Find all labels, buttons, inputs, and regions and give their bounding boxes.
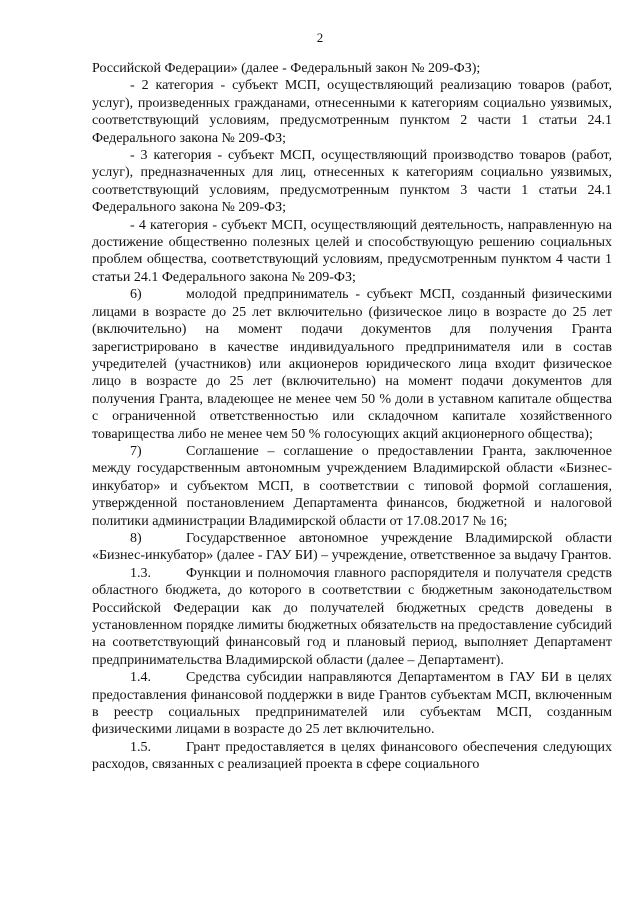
paragraph-text: Государственное автономное учреждение Владимирской области «Бизнес-инкубатор» (далее - ГАУ БИ) – учреждение, ответственное за выдачу Грантов. [92,530,612,564]
paragraph-federal-law-ref [92,60,612,77]
paragraph-item-6 [92,286,612,443]
paragraph-text: молодой предприниматель - субъект МСП, созданный физическими лицами в возрасте до 25 лет включительно (физическое лицо в возрасте до 25 лет (включительно) на момент подачи документов для получения Гранта зарегистрировано в качестве индивидуального предпринимателя или в состав учредителей (участников) или акционеров юридического лица входит физическое лицо в возрасте до 25 лет (включительно) на момент подачи документов для получения Гранта, владеющее не менее чем 50 % доли в уставном капитале общества с ограниченной ответственностью или складочном капитале хозяйственного товарищества либо не менее чем 50 % голосующих акций акционерного общества); [92,287,612,442]
paragraph-text: Функции и полномочия главного распорядителя и получателя средств областного бюджета, до которого в соответствии с бюджетным законодательством Российской Федерации как до получателей бюджетных средств доведены в установленном порядке лимиты бюджетных обязательств на предоставление субсидий на соответствующий финансовый год и плановый период, выполняет Департамент предпринимательства Владимирской области (далее – Департамент). [92,565,612,668]
paragraph-text: Средства субсидии направляются Департаментом в ГАУ БИ в целях предоставления финансовой поддержки в виде Грантов субъектам МСП, включенным в реестр социальных предпринимателей или субъектам МСП, созданным физическими лицами в возрасте до 25 лет включительно. [92,670,612,738]
item-number: 6) [130,287,142,303]
paragraph-text: Грант предоставляется в целях финансового обеспечения следующих расходов, связанных с реализацией проекта в сфере социального [92,739,612,773]
paragraph-category-4 [92,217,612,287]
page-number: 2 [316,30,324,45]
paragraph-text: - 4 категория - субъект МСП, осуществляющий деятельность, направленную на достижение общественно полезных целей и способствующую решению социальных проблем общества, соответствующий условиям, предусмотренным пунктом 4 части 1 статьи 24.1 Федерального закона № 209-ФЗ; [92,217,612,285]
paragraph-section-1-5 [92,739,612,774]
paragraph-text: - 2 категория - субъект МСП, осуществляющий реализацию товаров (работ, услуг), произведенных гражданами, отнесенными к категориям социально уязвимых, соответствующий условиям, предусмотренным пунктом 2 части 1 статьи 24.1 Федерального закона № 209-ФЗ; [92,78,612,146]
section-number: 1.4. [130,670,151,686]
paragraph-category-3 [92,147,612,217]
section-number: 1.5. [130,739,151,755]
document-body [92,60,612,774]
paragraph-item-7 [92,443,612,530]
paragraph-section-1-4 [92,669,612,739]
paragraph-section-1-3 [92,565,612,669]
paragraph-text: Российской Федерации» (далее - Федеральный закон № 209-ФЗ); [92,61,481,76]
section-number: 1.3. [130,565,151,581]
paragraph-item-8 [92,530,612,565]
item-number: 8) [130,530,142,546]
paragraph-text: - 3 категория - субъект МСП, осуществляющий производство товаров (работ, услуг), предназначенных для лиц, отнесенных к категориям социально уязвимых, соответствующий условиям, предусмотренным пунктом 3 части 1 статьи 24.1 Федерального закона № 209-ФЗ; [92,148,612,216]
paragraph-category-2 [92,77,612,147]
paragraph-text: Соглашение – соглашение о предоставлении Гранта, заключенное между государственным автономным учреждением Владимирской области «Бизнес-инкубатор» и субъектом МСП, в соответствии с типовой формой соглашения, утвержденной постановлением Департамента финансов, бюджетной и налоговой политики администрации Владимирской области от 17.08.2017 № 16; [92,443,612,529]
item-number: 7) [130,443,142,459]
